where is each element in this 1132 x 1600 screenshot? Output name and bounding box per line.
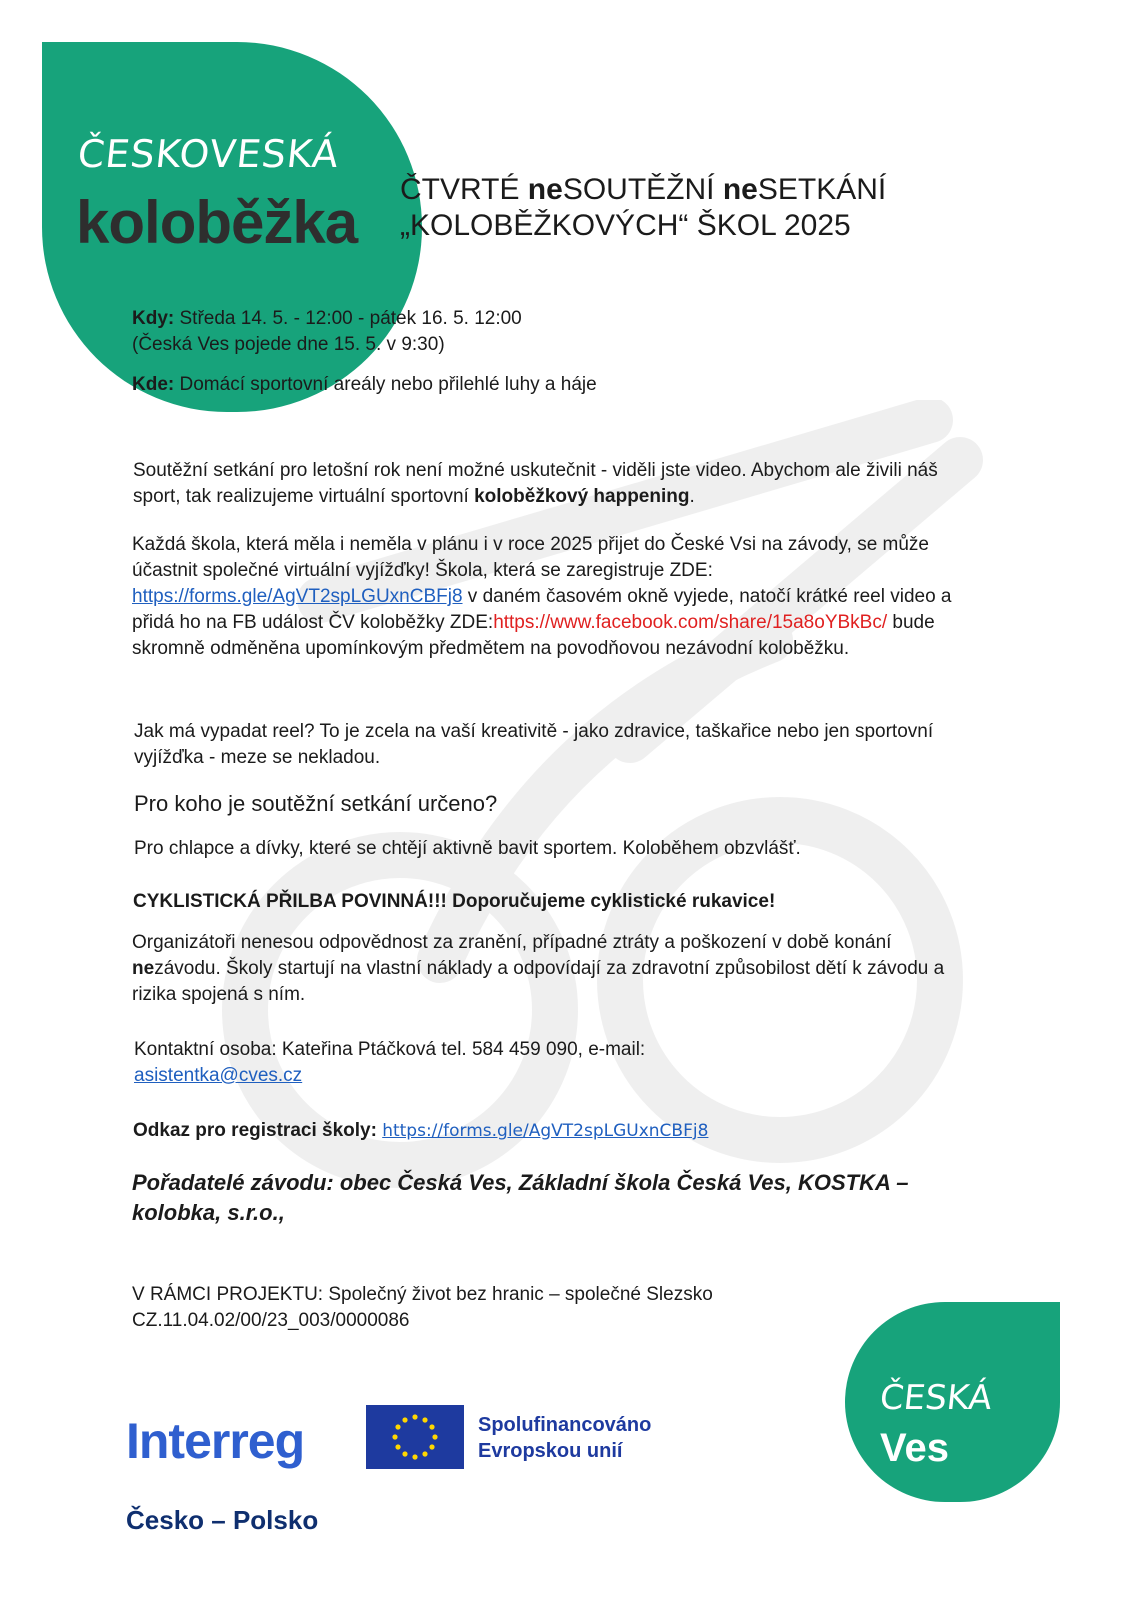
eu-cofinanced-text: Spolufinancováno Evropskou unií: [478, 1414, 652, 1462]
when-label: Kdy:: [132, 308, 175, 329]
ceska-ves-logo-script: ČESKÁ: [877, 1378, 994, 1418]
registration-link-block: [133, 1118, 933, 1144]
eu-flag-icon: [366, 1405, 464, 1469]
contact-block: [134, 1037, 934, 1089]
ceska-ves-logo-main: Ves: [880, 1426, 949, 1470]
headline-line2: „KOLOBĚŽKOVÝCH“ ŠKOL 2025: [400, 209, 851, 242]
interreg-logo: Interreg: [126, 1413, 305, 1469]
logo-script-text: ČESKOVESKÁ: [75, 132, 342, 176]
cesko-polsko-label: Česko – Polsko: [126, 1505, 319, 1535]
reel-paragraph: Jak má vypadat reel? To je zcela na vaší kreativitě - jako zdravice, taškařice nebo jen sportovní vyjížďka - meze se nekladou.: [134, 721, 934, 768]
intro-paragraph: Soutěžní setkání pro letošní rok není možné uskutečnit - viděli jste video. Abychom ale živili náš sport, tak realizujeme virtuální sportovní koloběžkový happening.: [133, 460, 938, 507]
helmet-notice: CYKLISTICKÁ PŘILBA POVINNÁ!!! Doporučujeme cyklistické rukavice!: [133, 891, 776, 912]
headline-line1: ČTVRTÉ neSOUTĚŽNÍ neSETKÁNÍ: [400, 173, 887, 206]
facebook-event-link[interactable]: https://www.facebook.com/share/15a8oYBkBc/: [493, 612, 888, 633]
contact-email-link[interactable]: asistentka@cves.cz: [134, 1065, 303, 1086]
organizers-text: Pořadatelé závodu: obec Česká Ves, Základní škola Česká Ves, KOSTKA – kolobka, s.r.o.,: [132, 1170, 909, 1225]
contact-text: Kontaktní osoba: Kateřina Ptáčková tel. 584 459 090, e-mail:: [134, 1039, 646, 1060]
logo-main-text: koloběžka: [76, 189, 358, 256]
headline: [400, 172, 886, 244]
registration-link-label: Odkaz pro registraci školy:: [133, 1120, 377, 1141]
project-line2: CZ.11.04.02/00/23_003/0000086: [132, 1310, 410, 1331]
where-label: Kde:: [132, 374, 175, 395]
who-paragraph: Pro chlapce a dívky, které se chtějí aktivně bavit sportem. Koloběhem obzvlášť.: [134, 838, 801, 859]
registration-form-link[interactable]: https://forms.gle/AgVT2spLGUxnCBFj8: [132, 586, 463, 607]
project-block: [132, 1282, 932, 1334]
liability-paragraph: Organizátoři nenesou odpovědnost za zranění, případné ztráty a poškození v době konání nezávodu. Školy startují na vlastní náklady a odpovídají za zdravotní způsobilost dětí k závodu a rizika spojená s ním.: [132, 932, 945, 1005]
when-value: Středa 14. 5. - 12:00 - pátek 16. 5. 12:00: [174, 308, 522, 329]
registration-paragraph: Každá škola, která měla i neměla v plánu i v roce 2025 přijet do České Vsi na závody, se může účastnit společné virtuální vyjížďky! Škola, která se zaregistruje ZDE: https://forms.gle/AgVT2spLGUxnCBFj8 v daném časovém okně vyjede, natočí krátké reel video a přidá ho na FB událost ČV koloběžky ZDE:https://www.facebook.com/share/15a8oYBkBc/ bude skromně odměněna upomínkovým předmětem na povodňovou nezávodní koloběžku.: [132, 534, 952, 659]
who-heading: Pro koho je soutěžní setkání určeno?: [134, 791, 498, 816]
where-value: Domácí sportovní areály nebo přilehlé luhy a háje: [174, 374, 597, 395]
when-block: [132, 306, 832, 358]
project-line1: V RÁMCI PROJEKTU: Společný život bez hranic – společné Slezsko: [132, 1284, 713, 1305]
where-block: [132, 372, 832, 398]
registration-link[interactable]: https://forms.gle/AgVT2spLGUxnCBFj8: [382, 1121, 709, 1141]
when-note: (Česká Ves pojede dne 15. 5. v 9:30): [132, 334, 445, 355]
